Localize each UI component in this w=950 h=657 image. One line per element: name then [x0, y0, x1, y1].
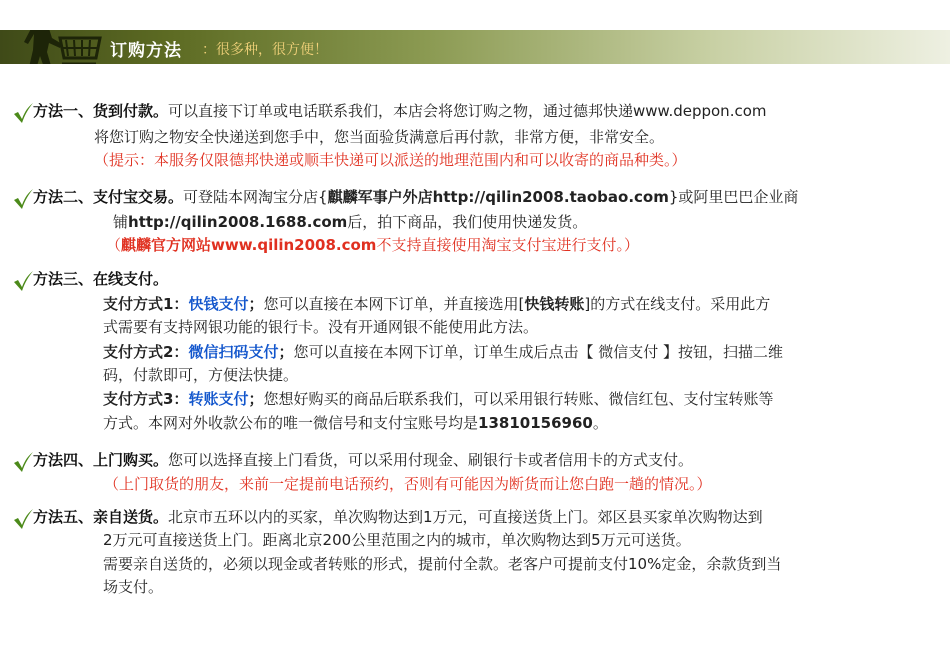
method-1-note: （提示：本服务仅限德邦快递或顺丰快递可以派送的地理范围内和可以收寄的商品种类。）	[94, 151, 687, 169]
payment-3-text: 您想好购买的商品后联系我们，可以采用银行转账、微信红包、支付宝转账等	[263, 390, 774, 408]
method-5-text: 北京市五环以内的买家，单次购物达到1万元，可直接送货上门。郊区县买家单次购物达到	[168, 508, 763, 526]
method-2-text-c: 铺	[113, 213, 129, 231]
method-2-text-d: 后，拍下商品，我们使用快递发货。	[347, 213, 588, 231]
shopper-with-cart-icon	[0, 30, 110, 64]
method-5-text-4: 场支付。	[103, 578, 164, 596]
method-1-text: 可以直接下订单或电话联系我们，本店会将您订购之物，通过德邦快递www.deppon.com	[168, 102, 767, 120]
method-2-text-b: }或阿里巴巴企业商	[668, 188, 799, 206]
payment-1-name: 快钱支付	[188, 295, 249, 313]
check-icon	[12, 102, 34, 124]
method-2-note: 不支持直接使用淘宝支付宝进行支付。）	[376, 236, 639, 254]
header-banner	[0, 30, 950, 64]
method-3-title: 方法三、在线支付。	[33, 270, 169, 288]
method-4-note: （上门取货的朋友，来前一定提前电话预约，否则有可能因为断货而让您白跑一趟的情况。）	[104, 475, 712, 493]
method-2-note-open: （	[106, 236, 122, 254]
payment-3-sep: ；	[248, 390, 264, 408]
payment-1-label: 支付方式1：	[103, 295, 189, 313]
method-5-text-2: 2万元可直接送货上门。距离北京200公里范围之内的城市，单次购物达到5万元可送货。	[103, 531, 691, 549]
alibaba-store-link[interactable]: http://qilin2008.1688.com	[128, 213, 348, 231]
payment-3-end: 。	[592, 414, 608, 432]
method-1-title: 方法一、货到付款。	[33, 102, 169, 120]
method-5-title: 方法五、亲自送货。	[33, 508, 169, 526]
payment-2-text-2: 码，付款即可，方便法快捷。	[103, 366, 299, 384]
official-site-link[interactable]: 麒麟官方网站www.qilin2008.com	[121, 236, 377, 254]
payment-2-sep: ；	[278, 343, 294, 361]
check-icon	[12, 270, 34, 292]
payment-1-text-b: ]的方式在线支付。采用此方	[584, 295, 771, 313]
page-subtitle: ：很多种，很方便！	[202, 42, 328, 58]
method-4-text: 您可以选择直接上门看货，可以采用付现金、刷银行卡或者信用卡的方式支付。	[168, 451, 694, 469]
method-2-text-a: 可登陆本网淘宝分店{	[183, 188, 328, 206]
payment-1-text: 您可以直接在本网下订单，并直接选用[	[263, 295, 525, 313]
payment-1-sep: ；	[248, 295, 264, 313]
method-5-text-3: 需要亲自送货的，必须以现金或者转账的形式，提前付全款。老客户可提前支付10%定金，余款货到当	[103, 555, 782, 573]
payment-1-text-2: 式需要有支持网银功能的银行卡。没有开通网银不能使用此方法。	[103, 318, 539, 336]
method-2-title: 方法二、支付宝交易。	[33, 188, 184, 206]
check-icon	[12, 451, 34, 473]
taobao-store-link[interactable]: 麒麟军事户外店http://qilin2008.taobao.com	[327, 188, 669, 206]
payment-3-text-2: 方式。本网对外收款公布的唯一微信号和支付宝账号均是	[103, 414, 479, 432]
payment-3-label: 支付方式3：	[103, 390, 189, 408]
payment-2-text: 您可以直接在本网下订单，订单生成后点击【 微信支付 】按钮，扫描二维	[293, 343, 784, 361]
payment-2-name: 微信扫码支付	[188, 343, 279, 361]
check-icon	[12, 188, 34, 210]
check-icon	[12, 508, 34, 530]
payment-1-quote: 快钱转账	[524, 295, 585, 313]
method-4-title: 方法四、上门购买。	[33, 451, 169, 469]
payment-3-name: 转账支付	[188, 390, 249, 408]
page-title: 订购方法	[110, 41, 182, 61]
account-number: 13810156960	[478, 414, 593, 432]
method-1-text-2: 将您订购之物安全快递送到您手中，您当面验货满意后再付款，非常方便，非常安全。	[94, 128, 665, 146]
payment-2-label: 支付方式2：	[103, 343, 189, 361]
